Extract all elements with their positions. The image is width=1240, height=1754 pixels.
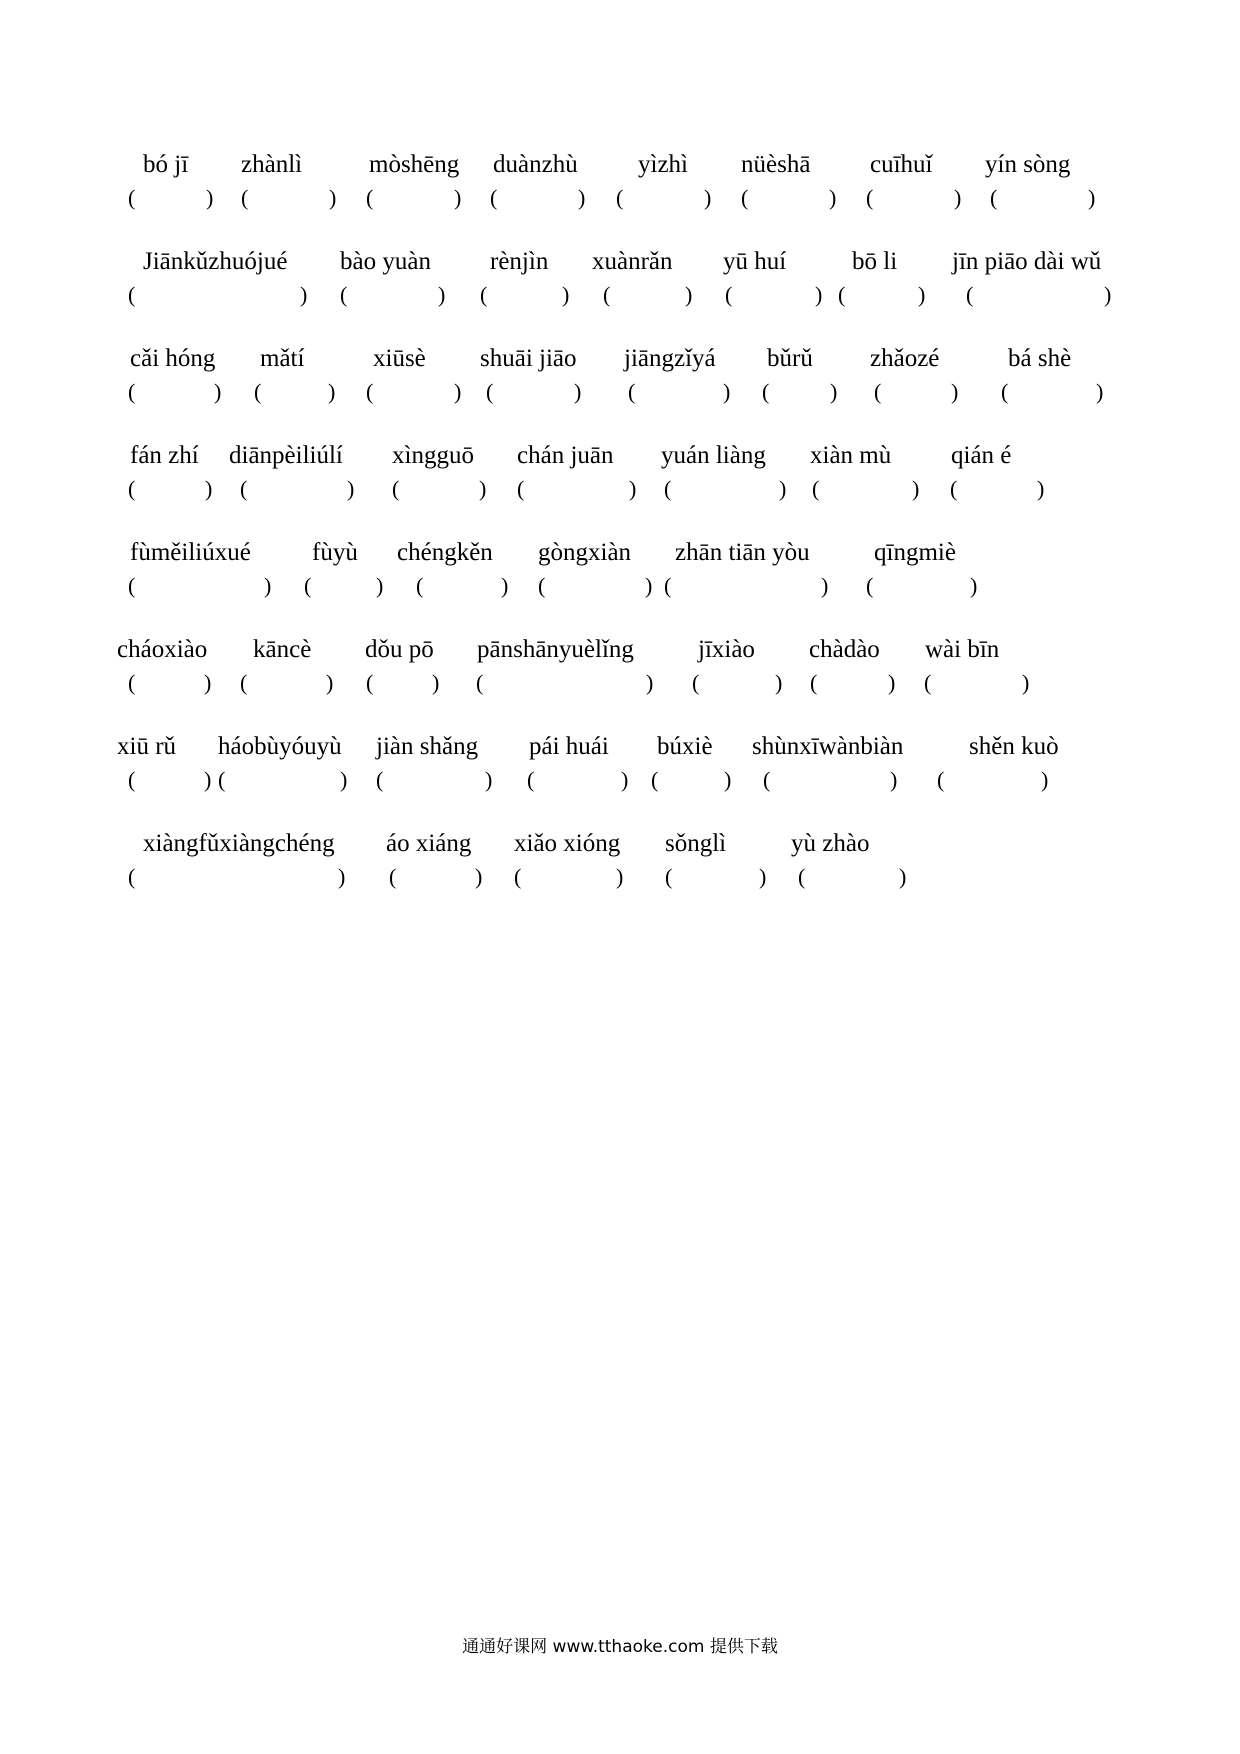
- answer-paren-close: ): [264, 573, 272, 598]
- answer-paren-open: (: [366, 379, 374, 404]
- answer-paren-close: ): [214, 379, 222, 404]
- answer-paren-open: (: [490, 185, 498, 210]
- pinyin-text: gòngxiàn: [538, 539, 632, 566]
- answer-paren-close: ): [888, 670, 896, 695]
- answer-paren-close: ): [830, 379, 838, 404]
- pinyin-text: rènjìn: [490, 248, 549, 275]
- answer-paren-open: (: [725, 282, 733, 307]
- answer-paren-open: (: [254, 379, 262, 404]
- answer-paren-open: (: [924, 670, 932, 695]
- answer-paren-close: ): [204, 670, 212, 695]
- pinyin-text: cǎi hóng: [130, 345, 216, 372]
- pinyin-text: nüèshā: [741, 151, 811, 178]
- pinyin-text: zhànlì: [241, 151, 303, 178]
- pinyin-text: qián é: [951, 442, 1012, 469]
- answer-paren-open: (: [838, 282, 846, 307]
- pinyin-text: yù zhào: [791, 830, 870, 857]
- answer-paren-close: ): [1041, 767, 1049, 792]
- answer-paren-close: ): [645, 573, 653, 598]
- answer-paren-close: ): [432, 670, 440, 695]
- answer-paren-open: (: [240, 670, 248, 695]
- answer-paren-open: (: [538, 573, 546, 598]
- answer-paren-open: (: [966, 282, 974, 307]
- answer-paren-open: (: [762, 379, 770, 404]
- answer-paren-close: ): [326, 670, 334, 695]
- answer-paren-close: ): [779, 476, 787, 501]
- pinyin-text: bào yuàn: [340, 248, 431, 275]
- answer-paren-close: ): [475, 864, 483, 889]
- answer-paren-open: (: [692, 670, 700, 695]
- pinyin-text: fán zhí: [130, 442, 199, 469]
- answer-paren-close: ): [759, 864, 767, 889]
- answer-paren-close: ): [899, 864, 907, 889]
- pinyin-text: Jiānkǔzhuójué: [143, 248, 288, 275]
- answer-paren-open: (: [128, 573, 136, 598]
- answer-paren-close: ): [821, 573, 829, 598]
- answer-paren-open: (: [651, 767, 659, 792]
- worksheet-row: [0, 441, 1240, 521]
- answer-paren-open: (: [376, 767, 384, 792]
- answer-paren-open: (: [416, 573, 424, 598]
- answer-paren-close: ): [479, 476, 487, 501]
- answer-paren-open: (: [389, 864, 397, 889]
- answer-paren-open: (: [128, 379, 136, 404]
- worksheet-row: [0, 150, 1240, 230]
- answer-paren-open: (: [128, 670, 136, 695]
- answer-paren-open: (: [128, 767, 136, 792]
- pinyin-text: xiǎo xióng: [514, 830, 621, 857]
- answer-paren-open: (: [874, 379, 882, 404]
- answer-paren-close: ): [912, 476, 920, 501]
- worksheet-row: [0, 829, 1240, 909]
- answer-paren-open: (: [218, 767, 226, 792]
- answer-paren-close: ): [1037, 476, 1045, 501]
- answer-paren-open: (: [240, 476, 248, 501]
- worksheet-row: [0, 344, 1240, 424]
- answer-paren-open: (: [763, 767, 771, 792]
- answer-paren-open: (: [798, 864, 806, 889]
- pinyin-text: xiàngfǔxiàngchéng: [143, 830, 335, 857]
- pinyin-text: yuán liàng: [661, 442, 766, 469]
- answer-paren-close: ): [501, 573, 509, 598]
- answer-paren-open: (: [366, 670, 374, 695]
- pinyin-text: chéngkěn: [397, 539, 493, 566]
- pinyin-text: bá shè: [1008, 345, 1072, 372]
- answer-paren-close: ): [578, 185, 586, 210]
- answer-paren-open: (: [340, 282, 348, 307]
- pinyin-text: fùměiliúxué: [130, 539, 251, 566]
- answer-paren-close: ): [616, 864, 624, 889]
- answer-paren-open: (: [366, 185, 374, 210]
- answer-paren-close: ): [685, 282, 693, 307]
- answer-paren-open: (: [665, 864, 673, 889]
- pinyin-text: qīngmiè: [874, 539, 956, 566]
- answer-paren-close: ): [951, 379, 959, 404]
- pinyin-text: xiūsè: [373, 345, 426, 372]
- answer-paren-close: ): [775, 670, 783, 695]
- worksheet-row: [0, 732, 1240, 812]
- answer-paren-close: ): [1022, 670, 1030, 695]
- pinyin-text: chán juān: [517, 442, 614, 469]
- pinyin-text: chàdào: [809, 636, 880, 663]
- pinyin-text: xuànrǎn: [592, 248, 673, 275]
- answer-paren-close: ): [328, 379, 336, 404]
- pinyin-text: dǒu pō: [365, 636, 434, 663]
- answer-paren-open: (: [741, 185, 749, 210]
- pinyin-text: jiāngzǐyá: [624, 345, 716, 372]
- answer-paren-close: ): [340, 767, 348, 792]
- worksheet-row: [0, 247, 1240, 327]
- answer-paren-open: (: [476, 670, 484, 695]
- answer-paren-open: (: [664, 476, 672, 501]
- answer-paren-close: ): [454, 185, 462, 210]
- answer-paren-close: ): [918, 282, 926, 307]
- answer-paren-close: ): [376, 573, 384, 598]
- answer-paren-close: ): [890, 767, 898, 792]
- answer-paren-close: ): [329, 185, 337, 210]
- answer-paren-open: (: [616, 185, 624, 210]
- pinyin-text: shùnxīwànbiàn: [752, 733, 904, 760]
- answer-paren-open: (: [486, 379, 494, 404]
- answer-paren-close: ): [562, 282, 570, 307]
- answer-paren-close: ): [829, 185, 837, 210]
- answer-paren-close: ): [574, 379, 582, 404]
- answer-paren-open: (: [304, 573, 312, 598]
- pinyin-text: duànzhù: [493, 151, 578, 178]
- answer-paren-close: ): [438, 282, 446, 307]
- pinyin-text: bō li: [852, 248, 898, 275]
- answer-paren-open: (: [128, 864, 136, 889]
- answer-paren-open: (: [664, 573, 672, 598]
- pinyin-text: fùyù: [312, 539, 358, 566]
- answer-paren-open: (: [866, 573, 874, 598]
- answer-paren-open: (: [866, 185, 874, 210]
- answer-paren-close: ): [954, 185, 962, 210]
- answer-paren-close: ): [205, 476, 213, 501]
- pinyin-text: cuīhuǐ: [870, 151, 933, 178]
- answer-paren-close: ): [621, 767, 629, 792]
- pinyin-text: jiàn shǎng: [376, 733, 479, 760]
- pinyin-text: háobùyóuyù: [218, 733, 342, 760]
- answer-paren-open: (: [603, 282, 611, 307]
- answer-paren-close: ): [1088, 185, 1096, 210]
- answer-paren-open: (: [128, 282, 136, 307]
- pinyin-text: yū huí: [723, 248, 787, 275]
- answer-paren-open: (: [392, 476, 400, 501]
- answer-paren-close: ): [646, 670, 654, 695]
- pinyin-text: xiàn mù: [810, 442, 892, 469]
- pinyin-text: mòshēng: [369, 151, 460, 178]
- pinyin-text: wài bīn: [925, 636, 1000, 663]
- answer-paren-close: ): [815, 282, 823, 307]
- pinyin-text: pái huái: [529, 733, 609, 760]
- answer-paren-open: (: [517, 476, 525, 501]
- answer-paren-open: (: [628, 379, 636, 404]
- answer-paren-open: (: [514, 864, 522, 889]
- answer-paren-close: ): [1096, 379, 1104, 404]
- answer-paren-open: (: [810, 670, 818, 695]
- answer-paren-close: ): [970, 573, 978, 598]
- pinyin-text: sǒnglì: [665, 830, 727, 857]
- answer-paren-close: ): [704, 185, 712, 210]
- answer-paren-close: ): [300, 282, 308, 307]
- pinyin-text: pānshānyuèlǐng: [477, 636, 634, 663]
- answer-paren-open: (: [990, 185, 998, 210]
- pinyin-text: zhǎozé: [870, 345, 940, 372]
- pinyin-text: xìngguō: [392, 442, 474, 469]
- answer-paren-close: ): [485, 767, 493, 792]
- pinyin-text: jīxiào: [698, 636, 755, 663]
- pinyin-text: yìzhì: [638, 151, 688, 178]
- answer-paren-close: ): [723, 379, 731, 404]
- answer-paren-open: (: [527, 767, 535, 792]
- answer-paren-close: ): [338, 864, 346, 889]
- footer-text: 通通好课网 www.tthaoke.com 提供下载: [462, 1637, 778, 1657]
- answer-paren-open: (: [241, 185, 249, 210]
- answer-paren-open: (: [480, 282, 488, 307]
- pinyin-text: shěn kuò: [969, 733, 1059, 760]
- pinyin-text: kāncè: [253, 636, 312, 663]
- worksheet-row: [0, 635, 1240, 715]
- pinyin-text: áo xiáng: [386, 830, 472, 857]
- pinyin-text: bó jī: [143, 151, 189, 178]
- answer-paren-close: ): [206, 185, 214, 210]
- pinyin-text: yín sòng: [985, 151, 1071, 178]
- pinyin-text: xiū rǔ: [117, 733, 177, 760]
- pinyin-text: shuāi jiāo: [480, 345, 577, 372]
- answer-paren-open: (: [812, 476, 820, 501]
- answer-paren-open: (: [950, 476, 958, 501]
- pinyin-text: búxiè: [657, 733, 713, 760]
- answer-paren-close: ): [629, 476, 637, 501]
- worksheet-row: [0, 538, 1240, 618]
- answer-paren-close: ): [454, 379, 462, 404]
- answer-paren-close: ): [347, 476, 355, 501]
- pinyin-text: cháoxiào: [117, 636, 208, 663]
- pinyin-text: bǔrǔ: [767, 345, 813, 372]
- answer-paren-close: ): [1104, 282, 1112, 307]
- answer-paren-open: (: [1001, 379, 1009, 404]
- pinyin-text: diānpèiliúlí: [229, 442, 343, 469]
- answer-paren-close: ): [204, 767, 212, 792]
- answer-paren-close: ): [724, 767, 732, 792]
- answer-paren-open: (: [128, 476, 136, 501]
- answer-paren-open: (: [937, 767, 945, 792]
- answer-paren-open: (: [128, 185, 136, 210]
- pinyin-text: zhān tiān yòu: [675, 539, 810, 566]
- pinyin-text: jīn piāo dài wǔ: [952, 248, 1102, 275]
- pinyin-text: mǎtí: [260, 345, 305, 372]
